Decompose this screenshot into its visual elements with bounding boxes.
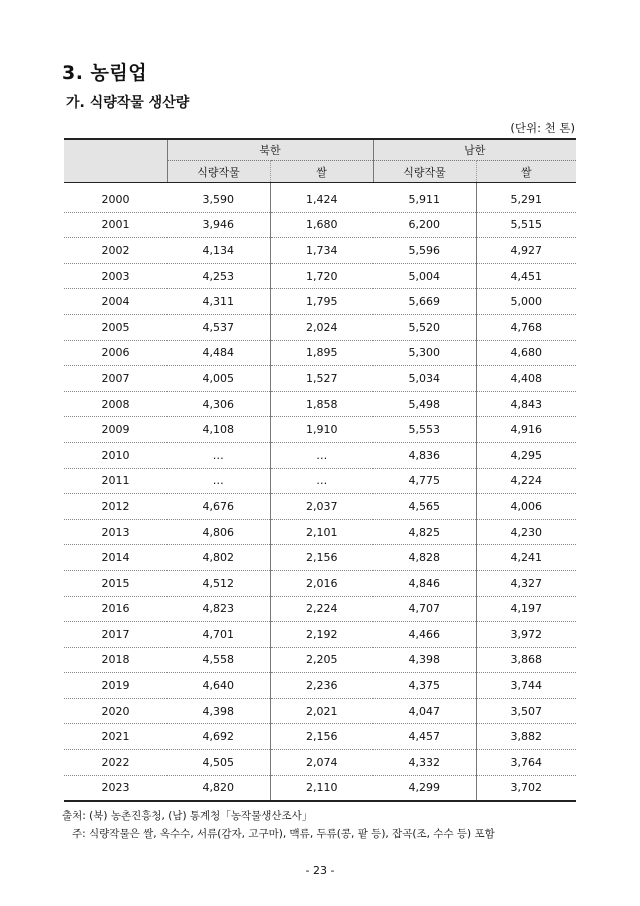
table-row	[64, 622, 576, 648]
cell-south-food: 4,398	[373, 647, 476, 673]
cell-year: 2000	[64, 187, 167, 212]
cell-north-food: 4,306	[167, 391, 270, 417]
cell-north-rice: 2,236	[270, 673, 373, 699]
cell-south-food: 4,299	[373, 775, 476, 801]
cell-south-food: 4,565	[373, 494, 476, 520]
table-row	[64, 366, 576, 392]
table-row	[64, 775, 576, 801]
footnote: 주: 식량작물은 쌀, 옥수수, 서류(감자, 고구마), 맥류, 두류(콩, 팥 등), 잡곡(조, 수수 등) 포함	[72, 828, 495, 840]
cell-year: 2001	[64, 212, 167, 238]
cell-north-food: 4,802	[167, 545, 270, 571]
cell-south-rice: 3,702	[476, 775, 576, 801]
cell-south-rice: 4,408	[476, 366, 576, 392]
cell-north-food: 4,806	[167, 519, 270, 545]
cell-south-rice: 4,327	[476, 570, 576, 596]
header-north: 북한	[167, 139, 373, 161]
cell-north-food: 4,537	[167, 314, 270, 340]
table-row	[64, 340, 576, 366]
cell-year: 2020	[64, 698, 167, 724]
cell-year: 2022	[64, 750, 167, 776]
table-row	[64, 212, 576, 238]
cell-north-rice: 1,680	[270, 212, 373, 238]
cell-north-rice: 2,156	[270, 724, 373, 750]
cell-north-food: 4,558	[167, 647, 270, 673]
cell-south-food: 5,498	[373, 391, 476, 417]
cell-year: 2012	[64, 494, 167, 520]
cell-south-food: 5,553	[373, 417, 476, 443]
cell-year: 2009	[64, 417, 167, 443]
cell-south-rice: 4,916	[476, 417, 576, 443]
cell-north-rice: 2,037	[270, 494, 373, 520]
table-row	[64, 673, 576, 699]
header-north-rice: 쌀	[270, 161, 373, 183]
cell-year: 2021	[64, 724, 167, 750]
cell-south-food: 4,825	[373, 519, 476, 545]
cell-south-rice: 4,224	[476, 468, 576, 494]
production-table	[64, 138, 576, 802]
cell-north-food: …	[167, 468, 270, 494]
cell-year: 2016	[64, 596, 167, 622]
header-south-food: 식량작물	[373, 161, 476, 183]
cell-north-rice: 1,734	[270, 238, 373, 264]
cell-north-rice: 2,074	[270, 750, 373, 776]
cell-north-rice: 2,156	[270, 545, 373, 571]
cell-north-food: 4,505	[167, 750, 270, 776]
header-south-rice: 쌀	[476, 161, 576, 183]
cell-south-food: 5,004	[373, 263, 476, 289]
cell-south-rice: 4,451	[476, 263, 576, 289]
cell-south-food: 5,300	[373, 340, 476, 366]
table-row	[64, 263, 576, 289]
table-row	[64, 724, 576, 750]
cell-south-rice: 4,680	[476, 340, 576, 366]
cell-south-food: 5,596	[373, 238, 476, 264]
table-row	[64, 468, 576, 494]
subsection-title: 가. 식량작물 생산량	[66, 95, 190, 111]
cell-north-rice: 1,720	[270, 263, 373, 289]
cell-year: 2007	[64, 366, 167, 392]
cell-south-food: 4,047	[373, 698, 476, 724]
table-row	[64, 647, 576, 673]
cell-year: 2015	[64, 570, 167, 596]
cell-north-food: 4,823	[167, 596, 270, 622]
cell-north-food: 4,253	[167, 263, 270, 289]
cell-north-food: 4,676	[167, 494, 270, 520]
cell-north-food: 3,946	[167, 212, 270, 238]
cell-south-food: 4,332	[373, 750, 476, 776]
cell-north-food: 4,134	[167, 238, 270, 264]
cell-north-food: 4,701	[167, 622, 270, 648]
cell-south-food: 4,836	[373, 442, 476, 468]
cell-south-rice: 4,927	[476, 238, 576, 264]
table-row	[64, 545, 576, 571]
cell-year: 2019	[64, 673, 167, 699]
table-row	[64, 391, 576, 417]
cell-south-rice: 4,295	[476, 442, 576, 468]
cell-south-food: 5,520	[373, 314, 476, 340]
cell-south-food: 5,669	[373, 289, 476, 315]
cell-south-rice: 4,241	[476, 545, 576, 571]
cell-south-food: 4,466	[373, 622, 476, 648]
page-number: - 23 -	[305, 864, 335, 877]
cell-north-rice: 1,795	[270, 289, 373, 315]
cell-north-food: 4,005	[167, 366, 270, 392]
cell-south-rice: 4,230	[476, 519, 576, 545]
cell-north-rice: 2,024	[270, 314, 373, 340]
table-row	[64, 238, 576, 264]
cell-south-rice: 5,515	[476, 212, 576, 238]
source-note: 출처: (북) 농촌진흥청, (남) 통계청「농작물생산조사」	[62, 810, 313, 822]
cell-south-rice: 3,507	[476, 698, 576, 724]
cell-north-rice: 2,016	[270, 570, 373, 596]
cell-south-food: 4,775	[373, 468, 476, 494]
cell-year: 2023	[64, 775, 167, 801]
cell-south-rice: 3,764	[476, 750, 576, 776]
table-row	[64, 750, 576, 776]
cell-south-food: 6,200	[373, 212, 476, 238]
table-row	[64, 187, 576, 212]
cell-north-food: 3,590	[167, 187, 270, 212]
cell-north-rice: 2,192	[270, 622, 373, 648]
cell-south-food: 5,034	[373, 366, 476, 392]
table-row	[64, 417, 576, 443]
cell-north-food: 4,512	[167, 570, 270, 596]
cell-north-rice: 2,205	[270, 647, 373, 673]
cell-south-rice: 3,882	[476, 724, 576, 750]
cell-south-rice: 3,868	[476, 647, 576, 673]
cell-north-rice: 1,910	[270, 417, 373, 443]
cell-north-food: 4,398	[167, 698, 270, 724]
cell-year: 2008	[64, 391, 167, 417]
cell-north-rice: …	[270, 442, 373, 468]
unit-label: (단위: 천 톤)	[510, 121, 575, 135]
table-row	[64, 596, 576, 622]
cell-year: 2003	[64, 263, 167, 289]
cell-north-food: 4,311	[167, 289, 270, 315]
cell-south-rice: 4,768	[476, 314, 576, 340]
table-row	[64, 494, 576, 520]
table-row	[64, 519, 576, 545]
cell-south-food: 4,828	[373, 545, 476, 571]
cell-south-rice: 3,744	[476, 673, 576, 699]
cell-north-food: …	[167, 442, 270, 468]
cell-south-rice: 5,291	[476, 187, 576, 212]
table-row	[64, 442, 576, 468]
cell-north-rice: 2,101	[270, 519, 373, 545]
cell-south-rice: 4,006	[476, 494, 576, 520]
cell-north-food: 4,692	[167, 724, 270, 750]
cell-north-rice: 1,895	[270, 340, 373, 366]
table-row	[64, 570, 576, 596]
cell-south-food: 4,846	[373, 570, 476, 596]
cell-south-rice: 4,843	[476, 391, 576, 417]
cell-year: 2017	[64, 622, 167, 648]
table-row	[64, 314, 576, 340]
cell-south-food: 4,375	[373, 673, 476, 699]
cell-north-food: 4,820	[167, 775, 270, 801]
cell-south-food: 4,457	[373, 724, 476, 750]
table-row	[64, 289, 576, 315]
cell-year: 2018	[64, 647, 167, 673]
cell-year: 2002	[64, 238, 167, 264]
cell-south-rice: 3,972	[476, 622, 576, 648]
cell-year: 2006	[64, 340, 167, 366]
cell-year: 2011	[64, 468, 167, 494]
header-south: 남한	[373, 139, 576, 161]
cell-north-rice: 1,527	[270, 366, 373, 392]
cell-year: 2010	[64, 442, 167, 468]
cell-north-food: 4,640	[167, 673, 270, 699]
cell-south-rice: 5,000	[476, 289, 576, 315]
cell-north-rice: 2,224	[270, 596, 373, 622]
header-north-food: 식량작물	[167, 161, 270, 183]
cell-year: 2014	[64, 545, 167, 571]
cell-year: 2005	[64, 314, 167, 340]
cell-south-rice: 4,197	[476, 596, 576, 622]
cell-year: 2013	[64, 519, 167, 545]
cell-south-food: 5,911	[373, 187, 476, 212]
cell-year: 2004	[64, 289, 167, 315]
table-row	[64, 698, 576, 724]
header-corner	[64, 139, 167, 183]
cell-north-rice: 2,110	[270, 775, 373, 801]
cell-south-food: 4,707	[373, 596, 476, 622]
cell-north-food: 4,108	[167, 417, 270, 443]
section-title: 3. 농림업	[62, 62, 148, 84]
cell-north-rice: 1,424	[270, 187, 373, 212]
cell-north-rice: …	[270, 468, 373, 494]
cell-north-rice: 2,021	[270, 698, 373, 724]
cell-north-food: 4,484	[167, 340, 270, 366]
cell-north-rice: 1,858	[270, 391, 373, 417]
